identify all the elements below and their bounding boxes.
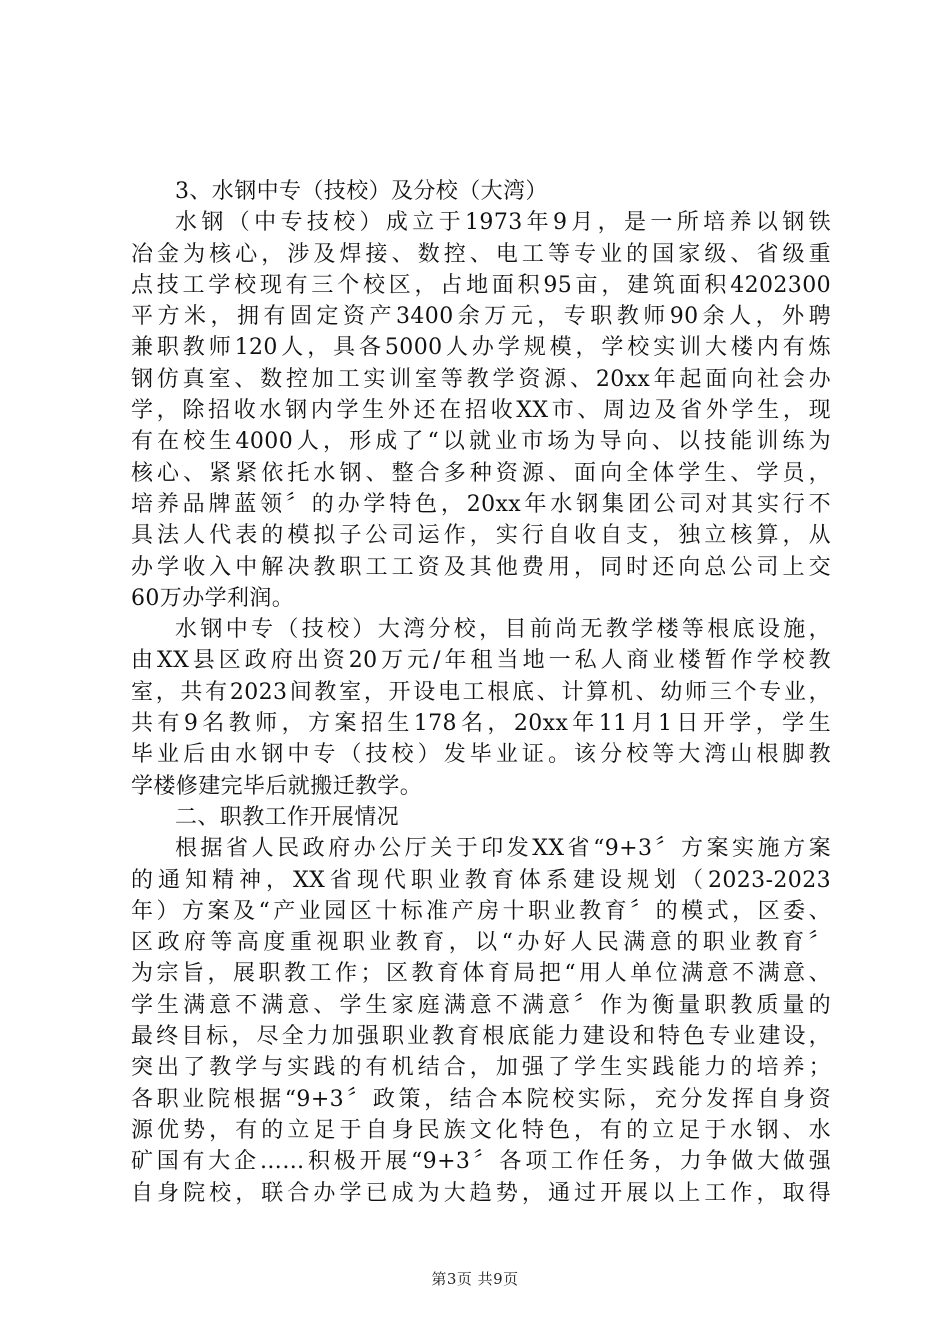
text-line: 有在校生4000人，形成了“以就业市场为导向、以技能训练为 (131, 429, 831, 455)
text-line: 平方米，拥有固定资产3400余万元，专职教师90余人，外聘 (131, 304, 831, 330)
text-line: 年）方案及“产业园区十标准产房十职业教育〞的模式，区委、 (131, 898, 831, 924)
text-line: 培养品牌蓝领〞的办学特色，20xx年水钢集团公司对其实行不 (131, 491, 831, 517)
text-line: 各职业院根据“9+3〞政策，结合本院校实际，充分发挥自身资 (131, 1086, 831, 1112)
section-heading: 二、职教工作开展情况 (175, 804, 400, 830)
text-line: 区政府等高度重视职业教育，以“办好人民满意的职业教育〞 (131, 930, 831, 956)
text-line: 兼职教师120人，具各5000人办学规模，学校实训大楼内有炼 (131, 335, 831, 361)
section-heading: 3、水钢中专（技校）及分校（大湾） (175, 179, 548, 204)
document-body (131, 176, 831, 1209)
page-footer: 第3页 共9页 (431, 1270, 519, 1288)
text-line: 水钢（中专技校）成立于1973年9月，是一所培养以钢铁 (175, 210, 831, 236)
text-line: 60万办学利润。 (131, 585, 295, 611)
text-line: 水钢中专（技校）大湾分校，目前尚无教学楼等根底设施， (175, 617, 831, 643)
text-line: 办学收入中解决教职工工资及其他费用，同时还向总公司上交 (131, 554, 831, 580)
text-line: 的通知精神，XX省现代职业教育体系建设规划（2023-2023 (131, 867, 831, 893)
text-line: 点技工学校现有三个校区，占地面积95亩，建筑面积4202300 (131, 272, 831, 298)
text-line: 钢仿真室、数控加工实训室等教学资源、20xx年起面向社会办 (131, 366, 831, 392)
text-line: 室，共有2023间教室，开设电工根底、计算机、幼师三个专业， (131, 679, 831, 705)
text-line: 突出了教学与实践的有机结合，加强了学生实践能力的培养； (131, 1055, 831, 1081)
text-line: 共有9名教师，方案招生178名，20xx年11月1日开学，学生 (131, 711, 831, 737)
text-line: 毕业后由水钢中专（技校）发毕业证。该分校等大湾山根脚教 (131, 742, 831, 768)
text-line: 具法人代表的模拟子公司运作，实行自收自支，独立核算，从 (131, 523, 831, 549)
text-line: 学，除招收水钢内学生外还在招收XX市、周边及省外学生，现 (131, 398, 831, 424)
text-line: 根据省人民政府办公厅关于印发XX省“9+3〞方案实施方案 (175, 836, 831, 862)
text-line: 由XX县区政府出资20万元/年租当地一私人商业楼暂作学校教 (131, 648, 831, 674)
text-line: 为宗旨，展职教工作；区教育体育局把“用人单位满意不满意、 (131, 961, 831, 987)
text-line: 冶金为核心，涉及焊接、数控、电工等专业的国家级、省级重 (131, 241, 831, 267)
text-line: 学生满意不满意、学生家庭满意不满意〞作为衡量职教质量的 (131, 992, 831, 1018)
text-line: 矿国有大企……积极开展“9+3〞各项工作任务，力争做大做强 (131, 1149, 831, 1175)
text-line: 学楼修建完毕后就搬迁教学。 (131, 773, 423, 799)
text-line: 最终目标，尽全力加强职业教育根底能力建设和特色专业建设， (131, 1024, 831, 1050)
text-line: 源优势，有的立足于自身民族文化特色，有的立足于水钢、水 (131, 1117, 831, 1143)
text-line: 核心、紧紧依托水钢、整合多种资源、面向全体学生、学员， (131, 460, 831, 486)
text-line: 自身院校，联合办学已成为大趋势，通过开展以上工作，取得 (131, 1180, 831, 1206)
